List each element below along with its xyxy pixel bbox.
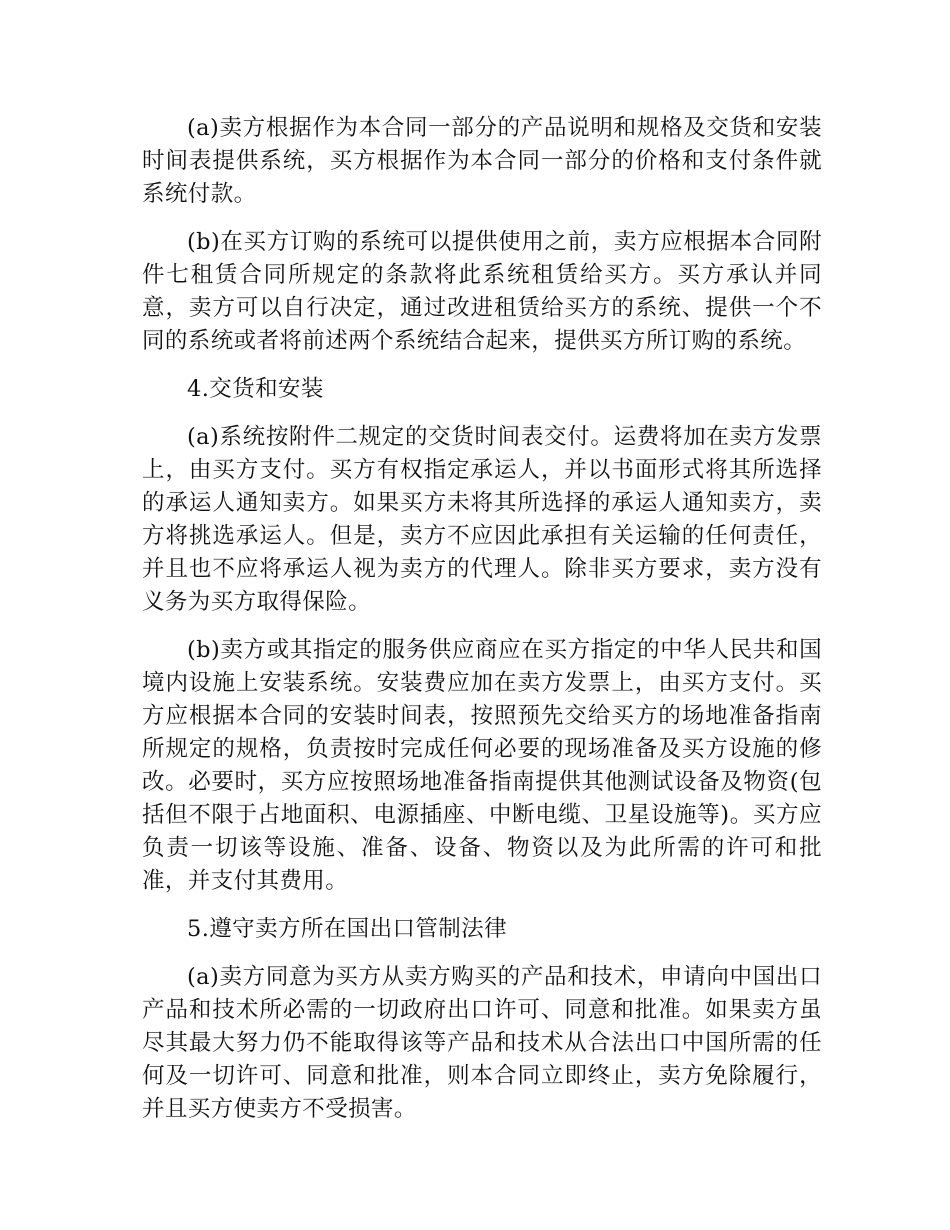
paragraph-4a-delivery: (a)系统按附件二规定的交货时间表交付。运费将加在卖方发票上，由买方支付。买方有权指定承运人，并以书面形式将其所选择的承运人通知卖方。如果买方未将其所选择的承运人通知卖方，卖方将挑选承运人。但是，卖方不应因此承担有关运输的任何责任，并且也不应将承运人视为卖方的代理人。除非买方要求，卖方没有义务为买方取得保险。 — [142, 424, 822, 615]
section-heading-5-export-control: 5.遵守卖方所在国出口管制法律 — [187, 916, 507, 942]
paragraph-4b-installation: (b)卖方或其指定的服务供应商应在买方指定的中华人民共和国境内设施上安装系统。安装费应加在卖方发票上，由买方支付。买方应根据本合同的安装时间表，按照预先交给买方的场地准备指南所规定的规格，负责按时完成任何必要的现场准备及买方设施的修改。必要时，买方应按照场地准备指南提供其他测试设备及物资(包括但不限于占地面积、电源插座、中断电缆、卫星设施等)。买方应负责一切该等设施、准备、设备、物资以及为此所需的许可和批准，并支付其费用。 — [142, 637, 822, 894]
paragraph-1b-system-lease: (b)在买方订购的系统可以提供使用之前，卖方应根据本合同附件七租赁合同所规定的条款将此系统租赁给买方。买方承认并同意，卖方可以自行决定，通过改进租赁给买方的系统、提供一个不同的系统或者将前述两个系统结合起来，提供买方所订购的系统。 — [142, 229, 822, 354]
section-heading-4-delivery: 4.交货和安装 — [187, 376, 324, 402]
paragraph-5a-export-license: (a)卖方同意为买方从卖方购买的产品和技术，申请向中国出口产品和技术所必需的一切政府出口许可、同意和批准。如果卖方虽尽其最大努力仍不能取得该等产品和技术从合法出口中国所需的任何及一切许可、同意和批准，则本合同立即终止，卖方免除履行，并且买方使卖方不受损害。 — [142, 964, 822, 1122]
paragraph-1a-system-supply: (a)卖方根据作为本合同一部分的产品说明和规格及交货和安装时间表提供系统，买方根据作为本合同一部分的价格和支付条件就系统付款。 — [142, 115, 822, 207]
document-body — [142, 112, 822, 1141]
